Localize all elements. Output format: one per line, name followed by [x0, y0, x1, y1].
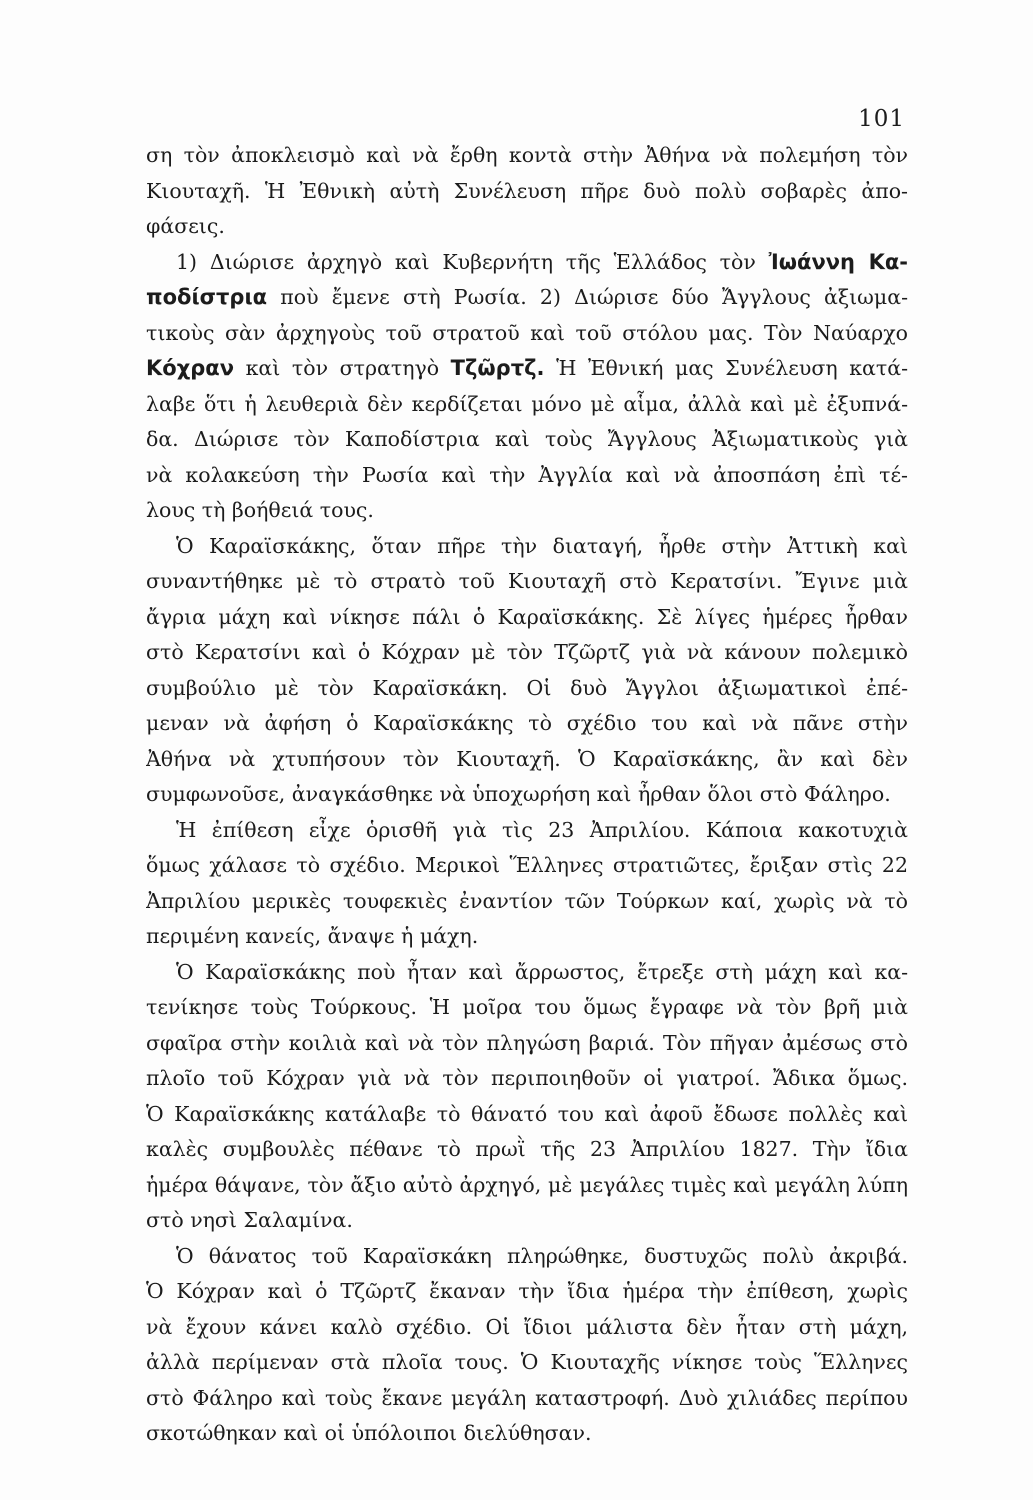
- text-segment: Ἡ Ἐθνική μας Συνέλευση κατά-: [544, 356, 908, 380]
- text-line: [146, 1239, 908, 1275]
- text-line: [146, 174, 908, 210]
- text-segment: στὸ Κερατσίνι καὶ ὁ Κόχραν μὲ τὸν Τζῶρτζ γιὰ νὰ κάνουν πολεμικὸ: [146, 640, 908, 664]
- text-line: [146, 848, 908, 884]
- bold-name: Ἰωάννη Κα-: [768, 249, 908, 274]
- text-segment: στὸ Φάληρο καὶ τοὺς ἔκανε μεγάλη καταστροφή. Δυὸ χιλιάδες περίπου: [146, 1385, 908, 1410]
- text-segment: νὰ κολακεύση τὴν Ρωσία καὶ τὴν Ἀγγλία καὶ νὰ ἀποσπάση ἐπὶ τέ-: [146, 462, 908, 487]
- text-segment: ποὺ ἔμενε στὴ Ρωσία. 2) Διώρισε δύο Ἄγγλους ἀξιωμα-: [267, 285, 908, 309]
- text-segment: φάσεις.: [146, 214, 225, 238]
- text-line: [146, 600, 908, 636]
- text-line: [146, 387, 908, 423]
- text-line: [146, 564, 908, 600]
- text-segment: νὰ ἔχουν κάνει καλὸ σχέδιο. Οἱ ἴδιοι μάλιστα δὲν ἦταν στὴ μάχη,: [146, 1314, 908, 1339]
- text-segment: συμφωνοῦσε, ἀναγκάσθηκε νὰ ὑποχωρήση καὶ ἦρθαν ὅλοι στὸ Φάληρο.: [146, 782, 891, 806]
- text-segment: σκοτώθηκαν καὶ οἱ ὑπόλοιποι διελύθησαν.: [146, 1421, 592, 1445]
- text-segment: Κιουταχῆ. Ἡ Ἐθνικὴ αὐτὴ Συνέλευση πῆρε δυὸ πολὺ σοβαρὲς ἀπο-: [146, 178, 908, 203]
- text-line: [146, 351, 908, 387]
- text-segment: στὸ νησὶ Σαλαμίνα.: [146, 1208, 353, 1232]
- text-segment: πλοῖο τοῦ Κόχραν γιὰ νὰ τὸν περιποιηθοῦν οἱ γιατροί. Ἄδικα ὅμως.: [146, 1066, 908, 1090]
- text-segment: μεναν νὰ ἀφήση ὁ Καραϊσκάκης τὸ σχέδιο του καὶ νὰ πᾶνε στὴν: [146, 711, 908, 735]
- text-line: [146, 1345, 908, 1381]
- text-segment: Ὁ Κόχραν καὶ ὁ Τζῶρτζ ἔκαναν τὴν ἴδια ἡμέρα τὴν ἐπίθεση, χωρὶς: [146, 1279, 908, 1303]
- text-line: [146, 209, 908, 245]
- text-line: [146, 529, 908, 565]
- text-line: [146, 635, 908, 671]
- text-line: [146, 742, 908, 778]
- text-line: [146, 138, 908, 174]
- text-segment: ἀλλὰ περίμεναν στὰ πλοῖα τους. Ὁ Κιουταχῆς νίκησε τοὺς Ἕλληνες: [146, 1350, 908, 1374]
- text-segment: ση τὸν ἀποκλεισμὸ καὶ νὰ ἔρθη κοντὰ στὴν Ἀθήνα νὰ πολεμήση τὸν: [146, 143, 908, 167]
- text-line: [146, 671, 908, 707]
- text-line: [146, 1416, 908, 1452]
- text-line: [146, 280, 908, 316]
- text-segment: δα. Διώρισε τὸν Καποδίστρια καὶ τοὺς Ἄγγλους Ἀξιωματικοὺς γιὰ: [146, 427, 908, 451]
- text-segment: 1) Διώρισε ἀρχηγὸ καὶ Κυβερνήτη τῆς Ἑλλάδος τὸν: [176, 249, 769, 274]
- text-line: [146, 813, 908, 849]
- body-text: [146, 138, 908, 1452]
- text-line: [146, 1061, 908, 1097]
- text-segment: Ἀθήνα νὰ χτυπήσουν τὸν Κιουταχῆ. Ὁ Καραϊσκάκης, ἂν καὶ δὲν: [146, 746, 908, 771]
- text-segment: καὶ τὸν στρατηγὸ: [234, 356, 451, 380]
- text-line: [146, 706, 908, 742]
- text-segment: καλὲς συμβουλὲς πέθανε τὸ πρωῒ τῆς 23 Ἀπριλίου 1827. Τὴν ἴδια: [146, 1137, 908, 1161]
- bold-name: ποδίστρια: [146, 285, 268, 309]
- text-segment: Ὁ Καραϊσκάκης, ὅταν πῆρε τὴν διαταγή, ἦρθε στὴν Ἀττικὴ καὶ: [176, 533, 908, 558]
- text-line: [146, 990, 908, 1026]
- text-segment: Ἀπριλίου μερικὲς τουφεκιὲς ἐναντίον τῶν Τούρκων καί, χωρὶς νὰ τὸ: [146, 888, 908, 913]
- text-line: [146, 422, 908, 458]
- text-segment: συμβούλιο μὲ τὸν Καραϊσκάκη. Οἱ δυὸ Ἄγγλοι ἀξιωματικοὶ ἐπέ-: [146, 675, 908, 700]
- text-segment: λους τὴ βοήθειά τους.: [146, 498, 374, 522]
- text-line: [146, 1026, 908, 1062]
- text-line: [146, 955, 908, 991]
- text-line: [146, 777, 908, 813]
- text-line: [146, 1168, 908, 1204]
- text-segment: Ὁ θάνατος τοῦ Καραϊσκάκη πληρώθηκε, δυστυχῶς πολὺ ἀκριβά.: [176, 1243, 908, 1268]
- bold-name: Τζῶρτζ.: [450, 356, 545, 380]
- text-line: [146, 493, 908, 529]
- text-segment: περιμένη κανείς, ἄναψε ἡ μάχη.: [146, 924, 479, 948]
- page-number: 101: [858, 106, 905, 132]
- text-segment: ὅμως χάλασε τὸ σχέδιο. Μερικοὶ Ἕλληνες στρατιῶτες, ἔριξαν στὶς 22: [146, 853, 908, 877]
- text-segment: Ὁ Καραϊσκάκης κατάλαβε τὸ θάνατό του καὶ ἀφοῦ ἔδωσε πολλὲς καὶ: [146, 1101, 908, 1126]
- text-line: [146, 919, 908, 955]
- text-line: [146, 458, 908, 494]
- text-line: [146, 1381, 908, 1417]
- text-segment: ἄγρια μάχη καὶ νίκησε πάλι ὁ Καραϊσκάκης. Σὲ λίγες ἡμέρες ἦρθαν: [146, 604, 908, 629]
- text-line: [146, 1132, 908, 1168]
- text-line: [146, 245, 908, 281]
- text-segment: ἡμέρα θάψανε, τὸν ἄξιο αὐτὸ ἀρχηγό, μὲ μεγάλες τιμὲς καὶ μεγάλη λύπη: [146, 1172, 908, 1197]
- text-line: [146, 1097, 908, 1133]
- text-segment: Ὁ Καραϊσκάκης ποὺ ἦταν καὶ ἄρρωστος, ἔτρεξε στὴ μάχη καὶ κα-: [176, 959, 908, 984]
- text-segment: λαβε ὅτι ἡ λευθεριὰ δὲν κερδίζεται μόνο μὲ αἷμα, ἀλλὰ καὶ μὲ ἐξυπνά-: [146, 391, 908, 416]
- text-segment: τικοὺς σὰν ἀρχηγοὺς τοῦ στρατοῦ καὶ τοῦ στόλου μας. Τὸν Ναύαρχο: [146, 320, 908, 345]
- bold-name: Κόχραν: [146, 356, 235, 380]
- text-line: [146, 884, 908, 920]
- text-segment: τενίκησε τοὺς Τούρκους. Ἡ μοῖρα του ὅμως ἔγραφε νὰ τὸν βρῆ μιὰ: [146, 995, 908, 1019]
- text-line: [146, 316, 908, 352]
- text-segment: σφαῖρα στὴν κοιλιὰ καὶ νὰ τὸν πληγώση βαριά. Τὸν πῆγαν ἀμέσως στὸ: [146, 1030, 908, 1055]
- text-line: [146, 1310, 908, 1346]
- text-line: [146, 1203, 908, 1239]
- text-segment: συναντήθηκε μὲ τὸ στρατὸ τοῦ Κιουταχῆ στὸ Κερατσίνι. Ἔγινε μιὰ: [146, 569, 908, 593]
- text-segment: Ἡ ἐπίθεση εἶχε ὁρισθῆ γιὰ τὶς 23 Ἀπριλίου. Κάποια κακοτυχιὰ: [176, 817, 908, 842]
- text-line: [146, 1274, 908, 1310]
